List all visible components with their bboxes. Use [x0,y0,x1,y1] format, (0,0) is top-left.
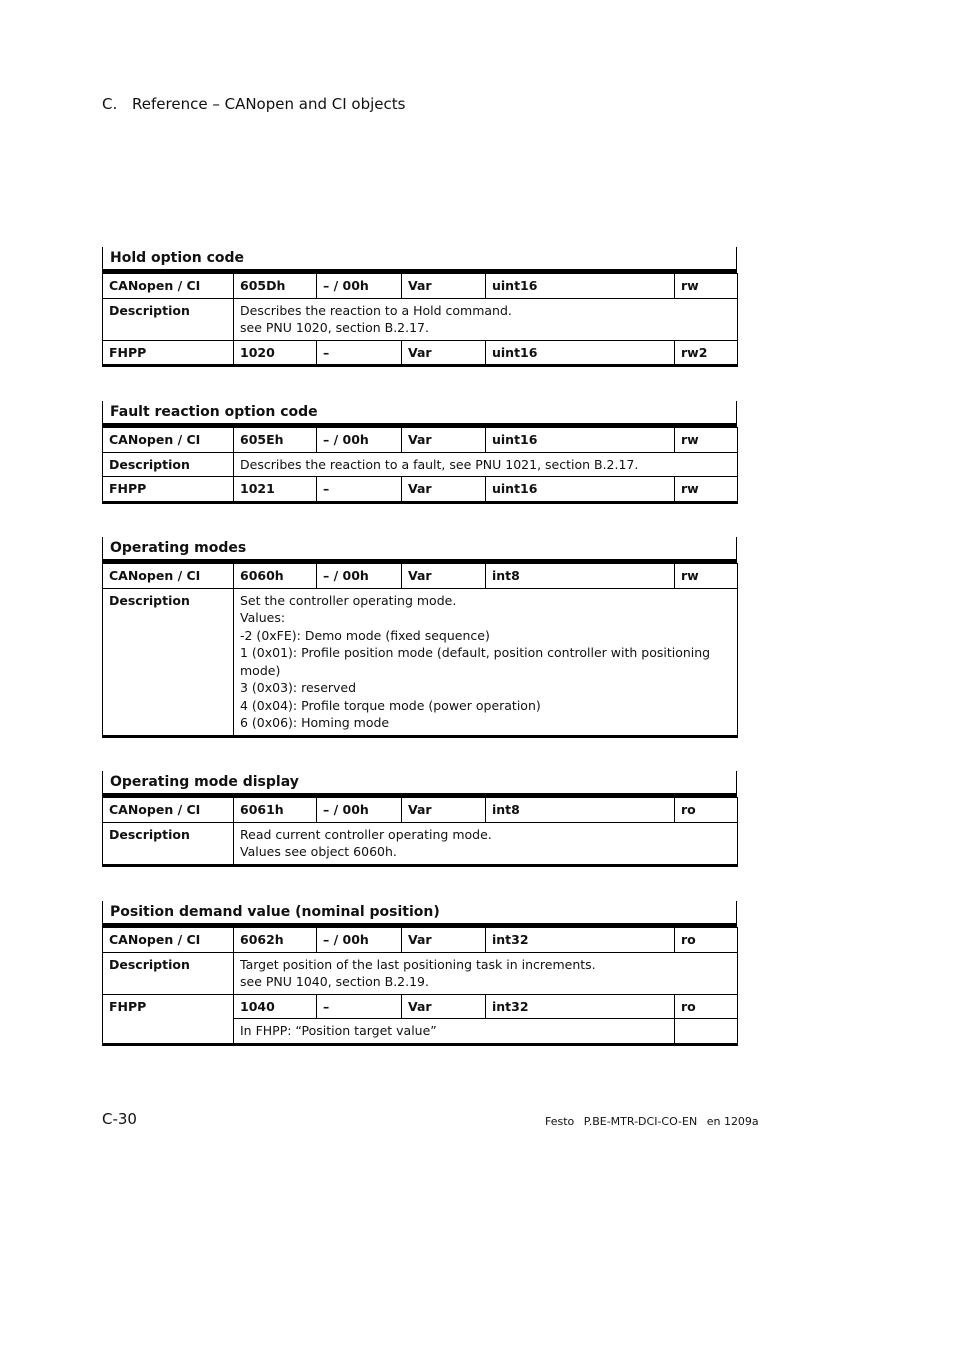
object-title: Position demand value (nominal position) [102,901,737,927]
row-label: CANopen / CI [103,274,234,299]
object-table [102,563,738,738]
access-right: rw [675,564,738,589]
data-type: int32 [486,928,675,953]
data-type: uint16 [486,274,675,299]
chapter-number: C. [102,95,118,113]
object-subindex: – / 00h [317,274,402,299]
object-kind: Var [402,994,486,1019]
object-index: 605Eh [234,428,317,453]
document-version: en 1209a [706,1115,759,1128]
object-index: 6061h [234,798,317,823]
data-type: int8 [486,564,675,589]
description-line: 1 (0x01): Profile position mode (default, position controller with positioning mode) [240,645,711,678]
row-label: Description [103,298,234,340]
object-index: 6060h [234,564,317,589]
page-number: C-30 [102,1110,137,1128]
table-row [103,477,738,503]
object-title: Operating mode display [102,771,737,797]
table-row [103,564,738,589]
description-line: Target position of the last positioning task in increments. [240,956,596,972]
row-label: Description [103,452,234,477]
table-row [103,822,738,865]
table-row [103,798,738,823]
access-right: rw [675,477,738,503]
description-text [234,952,738,994]
company-name: Festo [545,1115,575,1128]
row-label: CANopen / CI [103,564,234,589]
description-line: Read current controller operating mode. [240,826,492,842]
access-right: rw2 [675,340,738,366]
object-index: 1021 [234,477,317,503]
object-table [102,427,738,504]
object-block [102,537,737,738]
object-subindex: – / 00h [317,428,402,453]
document-reference [545,1115,765,1128]
data-type: int8 [486,798,675,823]
row-label: FHPP [103,340,234,366]
object-block [102,401,737,504]
row-label: Description [103,588,234,736]
table-row [103,994,738,1019]
table-row [103,588,738,736]
object-index: 6062h [234,928,317,953]
object-table [102,273,738,367]
table-row [103,274,738,299]
data-type: int32 [486,994,675,1019]
object-table [102,797,738,867]
table-row [103,340,738,366]
chapter-title: Reference – CANopen and CI objects [132,95,406,113]
object-subindex: – / 00h [317,928,402,953]
access-right: ro [675,994,738,1019]
object-title: Operating modes [102,537,737,563]
description-line: 6 (0x06): Homing mode [240,715,390,730]
description-line: see PNU 1020, section B.2.17. [240,320,429,335]
object-subindex: – [317,994,402,1019]
description-line: Describes the reaction to a Hold command. [240,302,512,318]
object-kind: Var [402,798,486,823]
page-header [102,95,405,113]
object-title: Hold option code [102,247,737,273]
data-type: uint16 [486,477,675,503]
object-kind: Var [402,928,486,953]
object-block [102,771,737,867]
object-title: Fault reaction option code [102,401,737,427]
table-row [103,298,738,340]
row-label: Description [103,952,234,994]
table-row [103,452,738,477]
object-subindex: – [317,477,402,503]
description-line: see PNU 1040, section B.2.19. [240,974,429,989]
row-label: Description [103,822,234,865]
access-right: rw [675,274,738,299]
document-id: P.BE-MTR-DCI-CO-EN [583,1115,698,1128]
access-right: ro [675,928,738,953]
data-type: uint16 [486,340,675,366]
object-index: 1040 [234,994,317,1019]
description-text [234,452,738,477]
object-index: 1020 [234,340,317,366]
access-right: ro [675,798,738,823]
table-row [103,952,738,994]
description-line: -2 (0xFE): Demo mode (fixed sequence) [240,627,490,643]
row-label: CANopen / CI [103,428,234,453]
object-block [102,247,737,367]
object-kind: Var [402,428,486,453]
object-subindex: – / 00h [317,564,402,589]
access-right: rw [675,428,738,453]
description-line: Values: [240,610,286,625]
object-subindex: – / 00h [317,798,402,823]
description-line: 3 (0x03): reserved [240,680,357,695]
row-label: CANopen / CI [103,798,234,823]
object-index: 605Dh [234,274,317,299]
object-block [102,901,737,1046]
object-subindex: – [317,340,402,366]
row-label: CANopen / CI [103,928,234,953]
description-line: Describes the reaction to a fault, see PNU 1021, section B.2.17. [240,456,639,472]
table-row [103,428,738,453]
description-line: 4 (0x04): Profile torque mode (power operation) [240,697,541,713]
description-line: Values see object 6060h. [240,844,397,859]
data-type: uint16 [486,428,675,453]
object-kind: Var [402,564,486,589]
description-text [234,588,738,736]
object-kind: Var [402,340,486,366]
fhpp-note: In FHPP: “Position target value” [234,1019,675,1045]
row-label: FHPP [103,477,234,503]
description-text [234,298,738,340]
object-table [102,927,738,1046]
table-row [103,928,738,953]
description-line: Set the controller operating mode. [240,592,457,608]
row-label: FHPP [103,994,234,1044]
empty-cell [675,1019,738,1045]
object-kind: Var [402,274,486,299]
description-text [234,822,738,865]
object-kind: Var [402,477,486,503]
